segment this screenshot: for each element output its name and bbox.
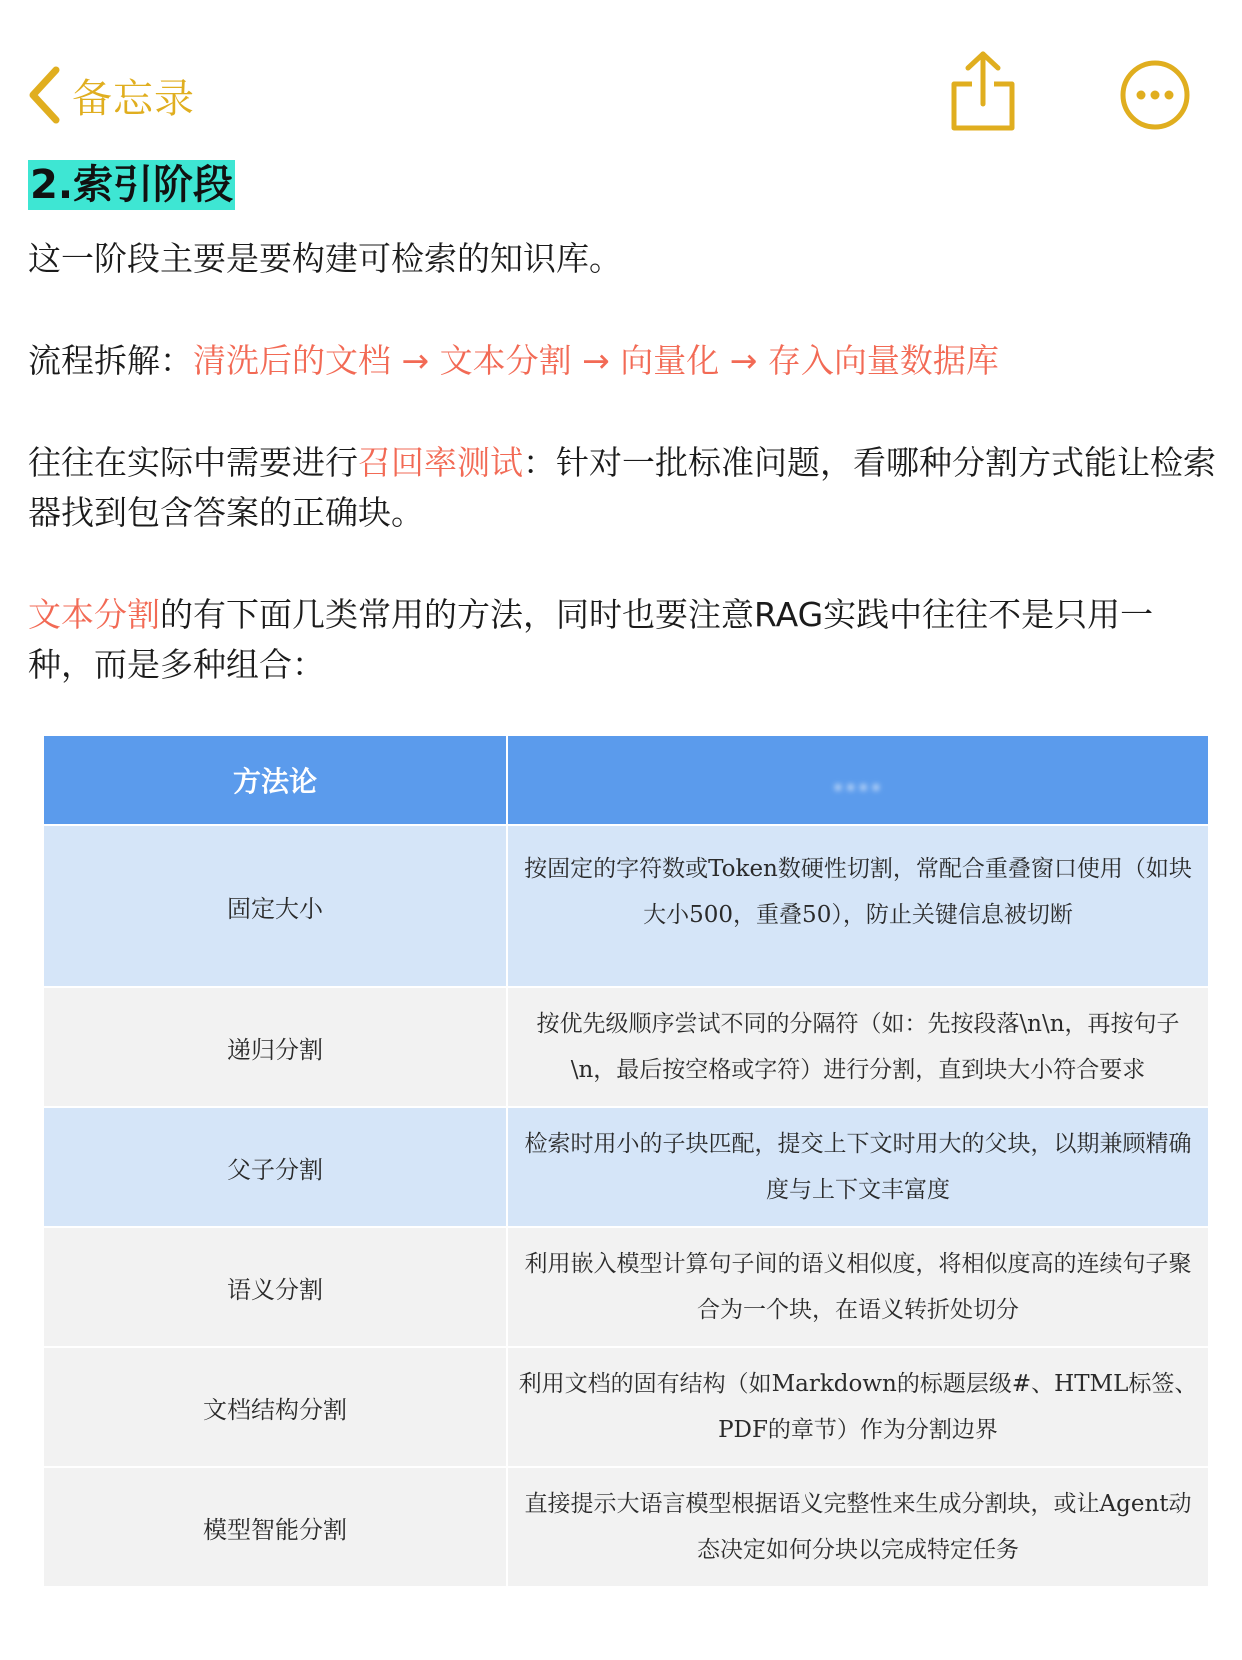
flow-steps: 清洗后的文档 → 文本分割 → 向量化 → 存入向量数据库 [193, 341, 999, 380]
flow-paragraph [28, 336, 1218, 386]
method-cell: 模型智能分割 [43, 1467, 507, 1587]
table-row [43, 1107, 1209, 1227]
description-cell: 按固定的字符数或Token数硬性切割，常配合重叠窗口使用（如块大小500，重叠50），防止关键信息被切断 [507, 825, 1209, 987]
recall-text-before: 往往在实际中需要进行 [28, 443, 358, 482]
table-row [43, 1467, 1209, 1587]
split-highlight: 文本分割 [28, 595, 160, 634]
flow-label: 流程拆解： [28, 341, 193, 380]
recall-paragraph [28, 438, 1218, 538]
table-row [43, 987, 1209, 1107]
method-cell: 递归分割 [43, 987, 507, 1107]
table-row [43, 825, 1209, 987]
more-icon [1118, 58, 1192, 132]
more-options-button[interactable] [1118, 58, 1192, 132]
header-method: 方法论 [43, 735, 507, 825]
method-cell: 父子分割 [43, 1107, 507, 1227]
share-button[interactable] [950, 50, 1016, 132]
back-button[interactable] [26, 60, 195, 130]
description-cell: 按优先级顺序尝试不同的分隔符（如：先按段落\n\n，再按句子\n，最后按空格或字符）进行分割，直到块大小符合要求 [507, 987, 1209, 1107]
share-icon [950, 50, 1016, 132]
description-cell: 直接提示大语言模型根据语义完整性来生成分割块，或让Agent动态决定如何分块以完成特定任务 [507, 1467, 1209, 1587]
method-cell: 固定大小 [43, 825, 507, 987]
description-cell: 利用嵌入模型计算句子间的语义相似度，将相似度高的连续句子聚合为一个块，在语义转折处切分 [507, 1227, 1209, 1347]
recall-highlight: 召回率测试 [358, 443, 523, 482]
header-description-text: .... [832, 763, 884, 797]
header-description [507, 735, 1209, 825]
method-cell: 文档结构分割 [43, 1347, 507, 1467]
table-row [43, 1227, 1209, 1347]
section-title: 2.索引阶段 [30, 162, 234, 208]
navigation-bar [0, 0, 1242, 150]
table-row [43, 1347, 1209, 1467]
description-cell: 检索时用小的子块匹配，提交上下文时用大的父块，以期兼顾精确度与上下文丰富度 [507, 1107, 1209, 1227]
recall-text-after: ：针对一批标准问题，看哪种分割方式能让检索器找到包含答案的正确块。 [28, 443, 1216, 532]
methods-table [42, 734, 1208, 1588]
chevron-left-icon [26, 64, 62, 126]
split-paragraph [28, 590, 1218, 690]
note-content [28, 160, 1218, 690]
description-cell: 利用文档的固有结构（如Markdown的标题层级#、HTML标签、PDF的章节）作为分割边界 [507, 1347, 1209, 1467]
table-header-row [43, 735, 1209, 825]
back-label: 备忘录 [72, 75, 195, 122]
method-cell: 语义分割 [43, 1227, 507, 1347]
split-text-after: 的有下面几类常用的方法，同时也要注意RAG实践中往往不是只用一种，而是多种组合： [28, 595, 1154, 684]
intro-paragraph: 这一阶段主要是要构建可检索的知识库。 [28, 239, 622, 278]
